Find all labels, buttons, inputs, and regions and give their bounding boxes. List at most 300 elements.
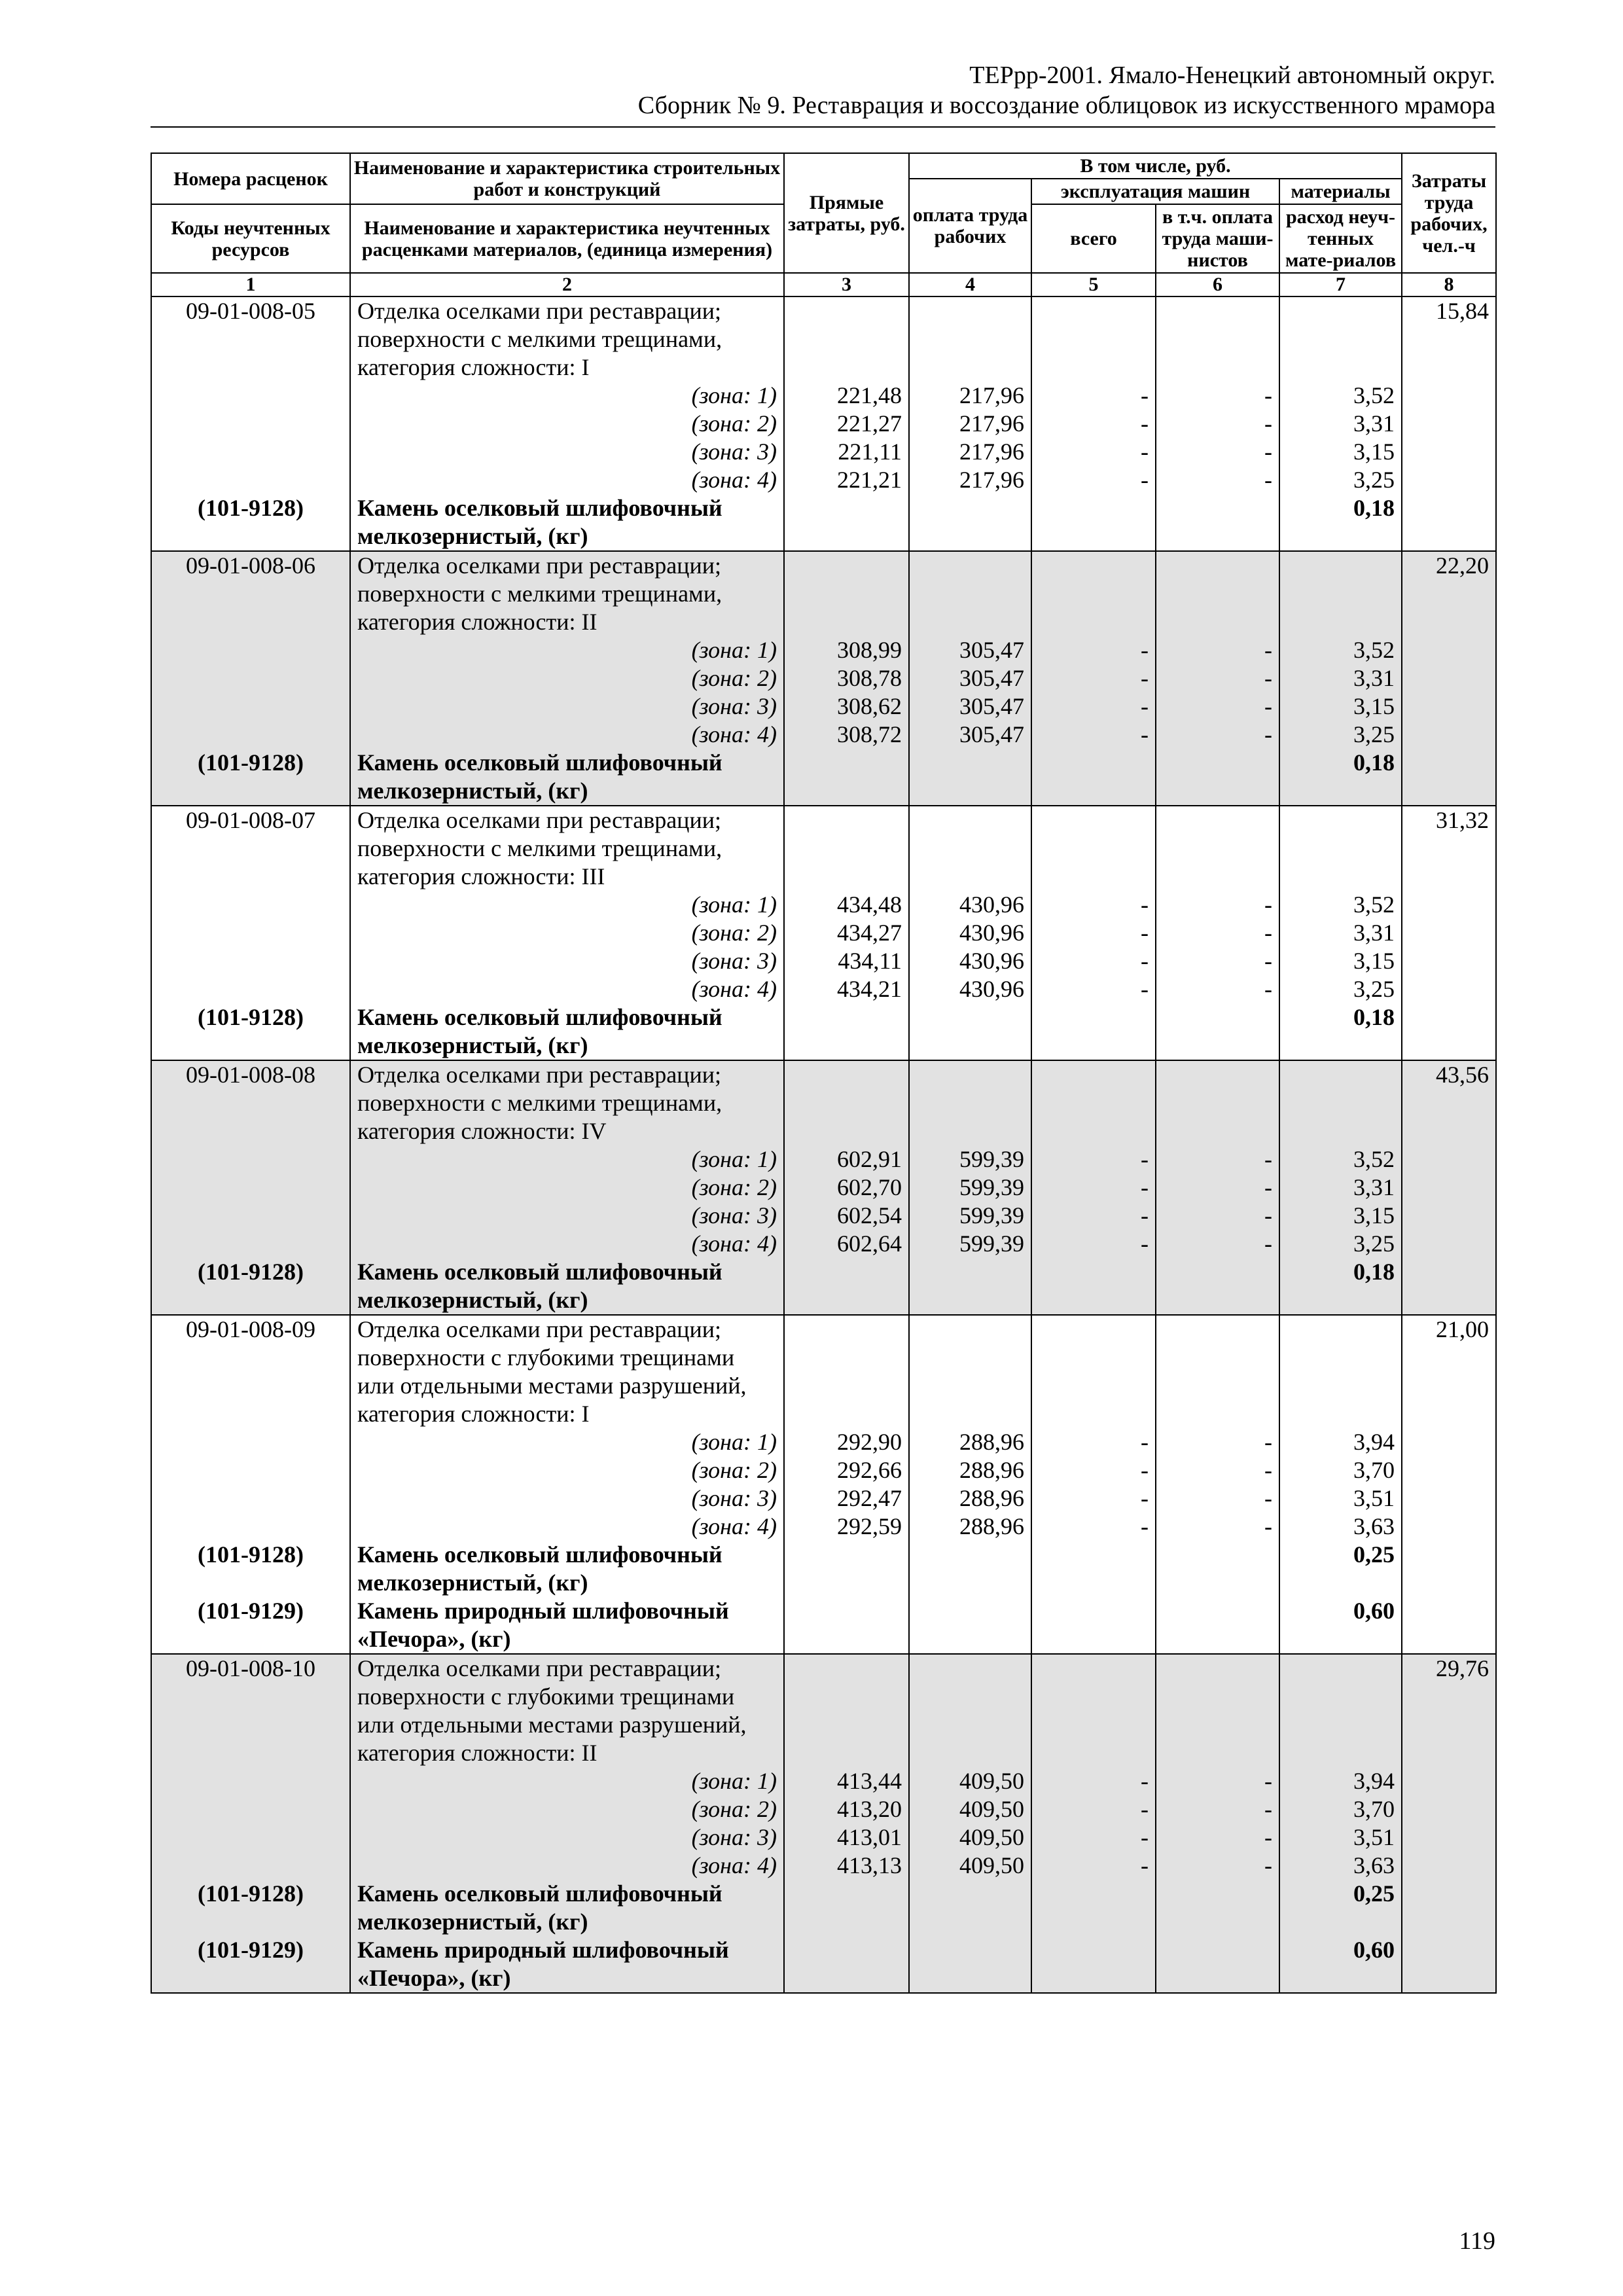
header-rule	[151, 126, 1495, 128]
rate-code	[151, 664, 350, 692]
zone-label: (зона: 4)	[350, 1852, 784, 1880]
machine-total: -	[1031, 1145, 1156, 1174]
machine-total: -	[1031, 410, 1156, 438]
machine-total: -	[1031, 1767, 1156, 1795]
direct-cost	[784, 1286, 909, 1315]
description-row	[151, 1089, 1496, 1117]
materials-cost	[1279, 1089, 1402, 1117]
zone-label: (зона: 1)	[350, 1767, 784, 1795]
machine-total	[1031, 834, 1156, 863]
resource-code: (101-9128)	[151, 1258, 350, 1286]
col2-top-header: Наименование и характеристика строительных работ и конструкций	[350, 153, 784, 204]
labor-hours	[1402, 1795, 1496, 1823]
machine-total	[1031, 1711, 1156, 1739]
machine-total	[1031, 580, 1156, 608]
material-row	[151, 777, 1496, 806]
materials-cost	[1279, 1117, 1402, 1145]
header-line-1: ТЕРрр-2001. Ямало-Ненецкий автономный округ.	[969, 62, 1495, 89]
direct-cost	[784, 777, 909, 806]
rate-code	[151, 382, 350, 410]
machine-total	[1031, 1936, 1156, 1964]
material-qty	[1279, 522, 1402, 551]
rate-code	[151, 1372, 350, 1400]
machinist-pay	[1156, 1625, 1279, 1654]
material-qty: 0,60	[1279, 1936, 1402, 1964]
direct-cost	[784, 1597, 909, 1625]
direct-cost	[784, 580, 909, 608]
materials-cost: 3,15	[1279, 1202, 1402, 1230]
labor-pay	[909, 1936, 1031, 1964]
work-description: Отделка оселками при реставрации;	[350, 1654, 784, 1683]
description-row	[151, 608, 1496, 636]
labor-pay	[909, 522, 1031, 551]
labor-pay	[909, 1031, 1031, 1060]
materials-cost	[1279, 1683, 1402, 1711]
work-description: поверхности с мелкими трещинами,	[350, 580, 784, 608]
labor-hours	[1402, 1089, 1496, 1117]
labor-pay	[909, 863, 1031, 891]
material-qty	[1279, 1625, 1402, 1654]
machinist-pay: -	[1156, 692, 1279, 721]
work-description: категория сложности: I	[350, 353, 784, 382]
labor-pay: 430,96	[909, 891, 1031, 919]
labor-hours: 15,84	[1402, 296, 1496, 325]
rate-code	[151, 438, 350, 466]
machine-total: -	[1031, 1484, 1156, 1513]
materials-cost: 3,52	[1279, 636, 1402, 664]
labor-pay	[909, 1003, 1031, 1031]
labor-hours	[1402, 1936, 1496, 1964]
machinist-pay	[1156, 1003, 1279, 1031]
labor-pay: 599,39	[909, 1145, 1031, 1174]
labor-hours	[1402, 749, 1496, 777]
work-description: поверхности с мелкими трещинами,	[350, 834, 784, 863]
resource-code	[151, 522, 350, 551]
direct-cost: 308,72	[784, 721, 909, 749]
machine-total: -	[1031, 891, 1156, 919]
zone-label: (зона: 3)	[350, 1484, 784, 1513]
material-row	[151, 522, 1496, 551]
machine-total	[1031, 494, 1156, 522]
resource-code: (101-9129)	[151, 1936, 350, 1964]
rate-code	[151, 1089, 350, 1117]
rate-code	[151, 863, 350, 891]
zone-row	[151, 891, 1496, 919]
material-qty	[1279, 1031, 1402, 1060]
machinist-pay: -	[1156, 891, 1279, 919]
labor-hours	[1402, 919, 1496, 947]
labor-pay: 409,50	[909, 1767, 1031, 1795]
zone-row	[151, 1484, 1496, 1513]
zone-row	[151, 664, 1496, 692]
page-number: 119	[1459, 2227, 1495, 2255]
labor-hours	[1402, 1145, 1496, 1174]
machines-header: эксплуатация машин	[1031, 179, 1279, 204]
resource-code	[151, 1908, 350, 1936]
description-row	[151, 806, 1496, 834]
machine-total: -	[1031, 1456, 1156, 1484]
labor-pay: 217,96	[909, 466, 1031, 494]
machine-total	[1031, 1031, 1156, 1060]
machinist-pay	[1156, 1286, 1279, 1315]
labor-hours	[1402, 1344, 1496, 1372]
direct-cost	[784, 749, 909, 777]
machine-total: -	[1031, 382, 1156, 410]
direct-cost	[784, 1400, 909, 1428]
material-row	[151, 1003, 1496, 1031]
material-row	[151, 1286, 1496, 1315]
direct-cost: 413,20	[784, 1795, 909, 1823]
direct-cost: 413,01	[784, 1823, 909, 1852]
labor-hours	[1402, 1428, 1496, 1456]
labor-pay	[909, 1060, 1031, 1089]
labor-pay: 288,96	[909, 1513, 1031, 1541]
direct-cost: 602,64	[784, 1230, 909, 1258]
labor-pay	[909, 1880, 1031, 1908]
labor-pay	[909, 1739, 1031, 1767]
direct-cost	[784, 1060, 909, 1089]
col1-top-header: Номера расценок	[151, 153, 350, 204]
zone-label: (зона: 4)	[350, 1230, 784, 1258]
rate-code	[151, 721, 350, 749]
zone-label: (зона: 2)	[350, 1795, 784, 1823]
machinist-pay	[1156, 1880, 1279, 1908]
material-name: Камень оселковый шлифовочный	[350, 1003, 784, 1031]
zone-row	[151, 1230, 1496, 1258]
work-description: поверхности с мелкими трещинами,	[350, 325, 784, 353]
zone-row	[151, 1513, 1496, 1541]
labor-hours	[1402, 1230, 1496, 1258]
labor-pay: 288,96	[909, 1428, 1031, 1456]
zone-row	[151, 466, 1496, 494]
materials-cost	[1279, 806, 1402, 834]
material-qty: 0,18	[1279, 494, 1402, 522]
rate-code	[151, 1823, 350, 1852]
labor-hours	[1402, 1541, 1496, 1569]
incl-header: В том числе, руб.	[909, 153, 1402, 179]
labor-hours	[1402, 1400, 1496, 1428]
machine-total	[1031, 522, 1156, 551]
labor-hours	[1402, 834, 1496, 863]
rate-code	[151, 1484, 350, 1513]
direct-cost	[784, 522, 909, 551]
rate-code	[151, 608, 350, 636]
machine-total: -	[1031, 975, 1156, 1003]
machinist-pay	[1156, 1400, 1279, 1428]
machine-total	[1031, 1964, 1156, 1993]
materials-cost: 3,25	[1279, 721, 1402, 749]
machine-total: -	[1031, 919, 1156, 947]
work-description: или отдельными местами разрушений,	[350, 1711, 784, 1739]
materials-cost	[1279, 325, 1402, 353]
material-qty	[1279, 1908, 1402, 1936]
materials-cost: 3,31	[1279, 919, 1402, 947]
zone-row	[151, 1428, 1496, 1456]
colnum-7: 7	[1279, 273, 1402, 296]
material-qty	[1279, 1569, 1402, 1597]
machinist-pay	[1156, 1258, 1279, 1286]
description-row	[151, 1372, 1496, 1400]
labor-pay: 430,96	[909, 947, 1031, 975]
zone-label: (зона: 1)	[350, 382, 784, 410]
material-qty: 0,25	[1279, 1541, 1402, 1569]
colnum-6: 6	[1156, 273, 1279, 296]
labor-pay	[909, 325, 1031, 353]
rate-code: 09-01-008-05	[151, 296, 350, 325]
direct-cost	[784, 325, 909, 353]
machine-total: -	[1031, 438, 1156, 466]
description-row	[151, 325, 1496, 353]
work-description: поверхности с мелкими трещинами,	[350, 1089, 784, 1117]
description-row	[151, 1117, 1496, 1145]
labor-pay	[909, 494, 1031, 522]
col2-bottom-header: Наименование и характеристика неучтенных расценками материалов, (единица измерения)	[350, 204, 784, 273]
materials-cost: 3,70	[1279, 1456, 1402, 1484]
machinist-pay: -	[1156, 382, 1279, 410]
machinist-pay	[1156, 1315, 1279, 1344]
materials-cost	[1279, 1315, 1402, 1344]
zone-label: (зона: 2)	[350, 1174, 784, 1202]
materials-cost	[1279, 1344, 1402, 1372]
work-description: поверхности с глубокими трещинами	[350, 1344, 784, 1372]
machinist-pay	[1156, 777, 1279, 806]
machinist-pay	[1156, 1089, 1279, 1117]
machine-total	[1031, 1089, 1156, 1117]
materials-cost: 3,94	[1279, 1428, 1402, 1456]
machine-total	[1031, 1880, 1156, 1908]
labor-pay	[909, 1372, 1031, 1400]
rate-code	[151, 466, 350, 494]
zone-label: (зона: 4)	[350, 1513, 784, 1541]
labor-hours	[1402, 1456, 1496, 1484]
material-name: мелкозернистый, (кг)	[350, 1908, 784, 1936]
machinist-pay	[1156, 1683, 1279, 1711]
machinist-pay: -	[1156, 1484, 1279, 1513]
labor-pay	[909, 1625, 1031, 1654]
machinist-pay: -	[1156, 1174, 1279, 1202]
labor-hours	[1402, 1003, 1496, 1031]
material-row	[151, 749, 1496, 777]
labor-hours	[1402, 1597, 1496, 1625]
machinist-pay	[1156, 1541, 1279, 1569]
direct-cost	[784, 1315, 909, 1344]
machinist-pay	[1156, 1031, 1279, 1060]
labor-hours	[1402, 721, 1496, 749]
machine-total: -	[1031, 1174, 1156, 1202]
zone-row	[151, 1823, 1496, 1852]
labor-hours	[1402, 1767, 1496, 1795]
materials-cost	[1279, 1739, 1402, 1767]
zone-label: (зона: 2)	[350, 919, 784, 947]
machinist-pay	[1156, 608, 1279, 636]
direct-cost	[784, 1258, 909, 1286]
labor-pay: 305,47	[909, 692, 1031, 721]
labor-hours	[1402, 1117, 1496, 1145]
machinist-pay	[1156, 1711, 1279, 1739]
rate-code	[151, 891, 350, 919]
direct-cost	[784, 1936, 909, 1964]
zone-label: (зона: 3)	[350, 1823, 784, 1852]
labor-pay: 305,47	[909, 721, 1031, 749]
machinist-pay	[1156, 580, 1279, 608]
zone-label: (зона: 4)	[350, 721, 784, 749]
resource-code: (101-9128)	[151, 749, 350, 777]
colnum-3: 3	[784, 273, 909, 296]
description-row	[151, 1654, 1496, 1683]
labor-pay	[909, 749, 1031, 777]
rate-code	[151, 947, 350, 975]
labor-hours	[1402, 522, 1496, 551]
materials-cost: 3,52	[1279, 891, 1402, 919]
labor-hours	[1402, 580, 1496, 608]
labor-pay	[909, 1089, 1031, 1117]
material-qty	[1279, 1286, 1402, 1315]
resource-code: (101-9128)	[151, 1003, 350, 1031]
column-number-row	[151, 273, 1496, 296]
zone-row	[151, 410, 1496, 438]
labor-hours	[1402, 494, 1496, 522]
labor-hours	[1402, 466, 1496, 494]
material-row	[151, 494, 1496, 522]
rate-code	[151, 1202, 350, 1230]
labor-pay: 217,96	[909, 410, 1031, 438]
materials-cost: 3,63	[1279, 1852, 1402, 1880]
machinist-pay: -	[1156, 1428, 1279, 1456]
col5-header: всего	[1031, 204, 1156, 273]
material-row	[151, 1541, 1496, 1569]
machine-total	[1031, 777, 1156, 806]
labor-hours	[1402, 692, 1496, 721]
material-row	[151, 1258, 1496, 1286]
rate-code: 09-01-008-10	[151, 1654, 350, 1683]
direct-cost: 434,48	[784, 891, 909, 919]
rate-code	[151, 1739, 350, 1767]
machinist-pay: -	[1156, 1513, 1279, 1541]
labor-pay	[909, 1711, 1031, 1739]
rate-code: 09-01-008-07	[151, 806, 350, 834]
labor-pay	[909, 1117, 1031, 1145]
zone-row	[151, 975, 1496, 1003]
colnum-5: 5	[1031, 273, 1156, 296]
labor-hours	[1402, 1852, 1496, 1880]
machinist-pay	[1156, 1117, 1279, 1145]
materials-cost: 3,25	[1279, 975, 1402, 1003]
material-name: мелкозернистый, (кг)	[350, 1569, 784, 1597]
labor-pay: 409,50	[909, 1795, 1031, 1823]
rate-code	[151, 1852, 350, 1880]
machine-total: -	[1031, 1428, 1156, 1456]
rate-code: 09-01-008-06	[151, 551, 350, 580]
labor-hours	[1402, 1880, 1496, 1908]
colnum-2: 2	[350, 273, 784, 296]
materials-cost: 3,15	[1279, 438, 1402, 466]
labor-hours	[1402, 1513, 1496, 1541]
materials-cost: 3,63	[1279, 1513, 1402, 1541]
description-row	[151, 863, 1496, 891]
direct-cost: 308,62	[784, 692, 909, 721]
machinist-pay: -	[1156, 466, 1279, 494]
material-name: «Печора», (кг)	[350, 1964, 784, 1993]
machine-total	[1031, 1400, 1156, 1428]
labor-hours	[1402, 1908, 1496, 1936]
machinist-pay: -	[1156, 438, 1279, 466]
materials-cost	[1279, 353, 1402, 382]
direct-cost: 292,90	[784, 1428, 909, 1456]
material-name: Камень оселковый шлифовочный	[350, 749, 784, 777]
machinist-pay	[1156, 1936, 1279, 1964]
machine-total	[1031, 749, 1156, 777]
machine-total	[1031, 1908, 1156, 1936]
labor-hours	[1402, 664, 1496, 692]
machinist-pay: -	[1156, 1456, 1279, 1484]
labor-hours	[1402, 1625, 1496, 1654]
labor-pay	[909, 834, 1031, 863]
direct-cost: 221,48	[784, 382, 909, 410]
machinist-pay	[1156, 296, 1279, 325]
labor-pay: 430,96	[909, 975, 1031, 1003]
machine-total	[1031, 296, 1156, 325]
labor-hours	[1402, 438, 1496, 466]
zone-label: (зона: 1)	[350, 636, 784, 664]
labor-pay: 305,47	[909, 664, 1031, 692]
machine-total: -	[1031, 1795, 1156, 1823]
labor-hours	[1402, 777, 1496, 806]
rate-code	[151, 1795, 350, 1823]
machinist-pay: -	[1156, 664, 1279, 692]
rate-code	[151, 1513, 350, 1541]
machinist-pay	[1156, 1597, 1279, 1625]
machine-total	[1031, 1597, 1156, 1625]
machinist-pay	[1156, 1739, 1279, 1767]
labor-hours	[1402, 947, 1496, 975]
materials-cost: 3,25	[1279, 1230, 1402, 1258]
machine-total: -	[1031, 721, 1156, 749]
zone-row	[151, 1767, 1496, 1795]
labor-pay	[909, 1908, 1031, 1936]
zone-row	[151, 1456, 1496, 1484]
direct-cost: 292,59	[784, 1513, 909, 1541]
rate-code	[151, 1145, 350, 1174]
rate-code	[151, 975, 350, 1003]
zone-label: (зона: 4)	[350, 466, 784, 494]
materials-cost	[1279, 551, 1402, 580]
machine-total	[1031, 1372, 1156, 1400]
materials-cost	[1279, 863, 1402, 891]
labor-pay	[909, 1344, 1031, 1372]
machinist-pay: -	[1156, 1202, 1279, 1230]
direct-cost	[784, 1625, 909, 1654]
material-row	[151, 1880, 1496, 1908]
rate-code	[151, 1711, 350, 1739]
labor-hours	[1402, 1031, 1496, 1060]
material-qty: 0,18	[1279, 749, 1402, 777]
labor-hours	[1402, 325, 1496, 353]
material-row	[151, 1964, 1496, 1993]
direct-cost	[784, 1908, 909, 1936]
resource-code	[151, 777, 350, 806]
labor-hours	[1402, 891, 1496, 919]
materials-cost	[1279, 834, 1402, 863]
machine-total	[1031, 551, 1156, 580]
direct-cost	[784, 1003, 909, 1031]
col3-header: Прямые затраты, руб.	[784, 153, 909, 273]
zone-row	[151, 947, 1496, 975]
machine-total	[1031, 1683, 1156, 1711]
col1-bottom-header: Коды неучтенных ресурсов	[151, 204, 350, 273]
work-description: Отделка оселками при реставрации;	[350, 1315, 784, 1344]
direct-cost	[784, 1711, 909, 1739]
material-row	[151, 1936, 1496, 1964]
